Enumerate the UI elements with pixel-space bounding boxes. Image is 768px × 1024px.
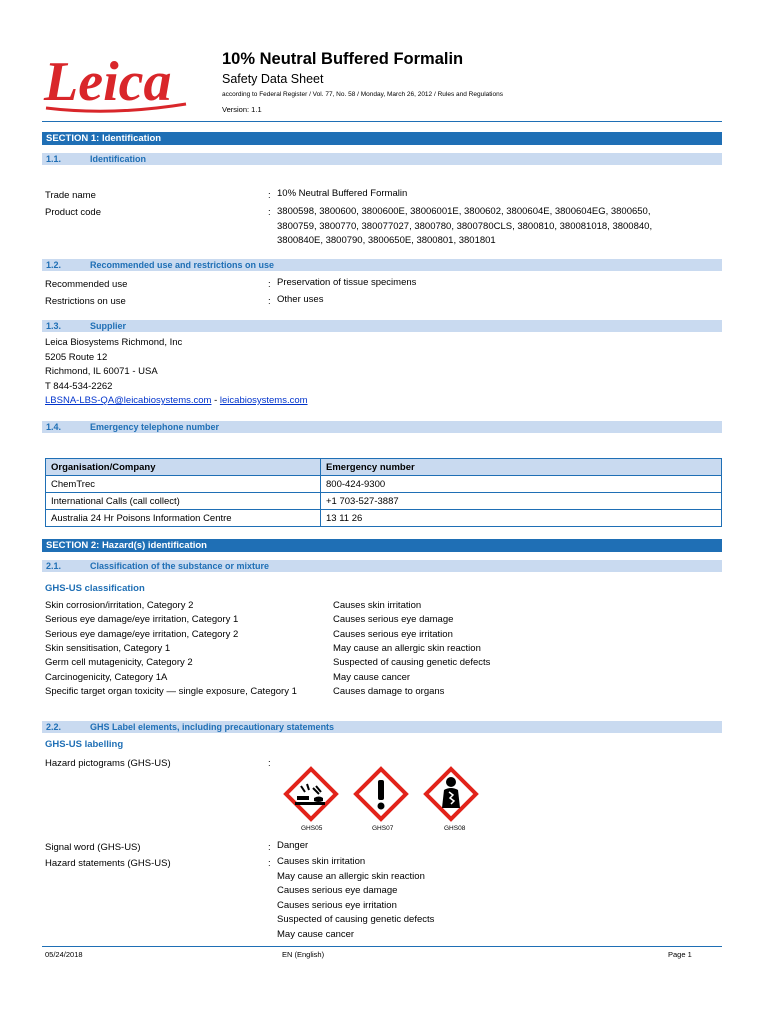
document-subtitle: Safety Data Sheet bbox=[222, 72, 324, 86]
subsection-number: 1.4. bbox=[46, 422, 62, 432]
ghs08-health-hazard-pictogram-icon bbox=[423, 766, 479, 822]
colon: : bbox=[268, 758, 271, 769]
classification-statement: May cause an allergic skin reaction bbox=[333, 643, 481, 654]
colon: : bbox=[268, 190, 271, 201]
table-row bbox=[46, 493, 722, 510]
classification-category: Serious eye damage/eye irritation, Category 1 bbox=[45, 614, 239, 625]
supplier-phone: T 844-534-2262 bbox=[45, 380, 113, 392]
subsection-1-2 bbox=[42, 259, 722, 271]
hazard-statement: May cause an allergic skin reaction bbox=[277, 870, 425, 882]
supplier-city: Richmond, IL 60071 - USA bbox=[45, 366, 158, 377]
trade-name-value: 10% Neutral Buffered Formalin bbox=[277, 188, 408, 199]
pictogram-code: GHS05 bbox=[301, 825, 323, 832]
trade-name-label: Trade name bbox=[45, 190, 96, 201]
recommended-use-label: Recommended use bbox=[45, 279, 128, 290]
footer-divider bbox=[42, 946, 722, 947]
product-code-line: 3800598, 3800600, 3800600E, 38006001E, 3800602, 3800604E, 3800604EG, 3800650, bbox=[277, 206, 651, 217]
classification-category: Specific target organ toxicity — single exposure, Category 1 bbox=[45, 686, 297, 697]
product-code-line: 3800759, 3800770, 380077027, 3800780, 3800780CLS, 3800810, 380081018, 3800840, bbox=[277, 220, 653, 232]
subsection-title: Emergency telephone number bbox=[90, 422, 220, 432]
restrictions-value: Other uses bbox=[277, 294, 324, 305]
hazard-statements-list bbox=[277, 855, 434, 942]
emergency-number-cell: 13 11 26 bbox=[321, 510, 722, 527]
footer-date: 05/24/2018 bbox=[45, 950, 83, 959]
leica-logo bbox=[42, 50, 190, 114]
table-row bbox=[46, 476, 722, 493]
subsection-title: Classification of the substance or mixture bbox=[90, 561, 270, 571]
ghs05-corrosion-pictogram-icon bbox=[283, 766, 339, 822]
logo-text: Leica bbox=[44, 51, 172, 113]
column-header: Emergency number bbox=[321, 459, 722, 476]
hazard-statement: Causes serious eye irritation bbox=[277, 899, 397, 911]
subsection-2-1 bbox=[42, 560, 722, 572]
colon: : bbox=[268, 279, 271, 290]
classification-category: Germ cell mutagenicity, Category 2 bbox=[45, 657, 193, 668]
supplier-website-link[interactable]: leicabiosystems.com bbox=[219, 395, 308, 406]
classification-statement: Causes skin irritation bbox=[333, 600, 422, 611]
subsection-number: 1.1. bbox=[46, 154, 62, 164]
pictogram-code: GHS07 bbox=[372, 825, 394, 832]
hazard-pictograms-label: Hazard pictograms (GHS-US) bbox=[45, 758, 171, 769]
column-header: Organisation/Company bbox=[46, 459, 321, 476]
subsection-number: 1.2. bbox=[46, 260, 62, 270]
supplier-name: Leica Biosystems Richmond, Inc bbox=[45, 337, 183, 348]
signal-word-value: Danger bbox=[277, 840, 309, 851]
supplier-email-link[interactable]: LBSNA-LBS-QA@leicabiosystems.com bbox=[45, 395, 212, 406]
table-header-row bbox=[46, 459, 722, 476]
subsection-number: 2.2. bbox=[46, 722, 62, 732]
signal-word-label: Signal word (GHS-US) bbox=[45, 842, 141, 853]
subsection-1-1 bbox=[42, 153, 722, 165]
colon: : bbox=[268, 858, 271, 869]
ghs-classification-heading: GHS-US classification bbox=[45, 583, 145, 594]
section-1-header: SECTION 1: Identification bbox=[42, 132, 722, 145]
colon: : bbox=[268, 296, 271, 307]
subsection-number: 2.1. bbox=[46, 561, 62, 571]
colon: : bbox=[268, 207, 271, 218]
classification-statement: Suspected of causing genetic defects bbox=[333, 657, 491, 668]
subsection-title: Supplier bbox=[90, 321, 127, 331]
product-code-label: Product code bbox=[45, 207, 101, 218]
supplier-address bbox=[45, 336, 308, 409]
header-divider bbox=[42, 121, 722, 122]
emergency-number-cell: +1 703-527-3887 bbox=[321, 493, 722, 510]
subsection-1-4 bbox=[42, 421, 722, 433]
footer-page-number: Page 1 bbox=[668, 950, 692, 959]
classification-category: Serious eye damage/eye irritation, Category 2 bbox=[45, 629, 239, 640]
subsection-title: Recommended use and restrictions on use bbox=[90, 260, 275, 270]
organisation-cell: International Calls (call collect) bbox=[46, 493, 321, 510]
hazard-statement: Causes serious eye damage bbox=[277, 885, 398, 896]
classification-statement: May cause cancer bbox=[333, 672, 411, 683]
footer-language: EN (English) bbox=[282, 950, 325, 959]
link-separator: - bbox=[211, 395, 220, 406]
ghs-labelling-heading: GHS-US labelling bbox=[45, 739, 124, 750]
table-row bbox=[46, 510, 722, 527]
classification-category: Carcinogenicity, Category 1A bbox=[45, 672, 168, 683]
classification-category: Skin corrosion/irritation, Category 2 bbox=[45, 600, 194, 611]
subsection-number: 1.3. bbox=[46, 321, 62, 331]
colon: : bbox=[268, 842, 271, 853]
hazard-statement: May cause cancer bbox=[277, 928, 355, 940]
hazard-statement: Suspected of causing genetic defects bbox=[277, 914, 435, 925]
classification-statement: Causes damage to organs bbox=[333, 686, 445, 697]
restrictions-label: Restrictions on use bbox=[45, 296, 126, 307]
recommended-use-value: Preservation of tissue specimens bbox=[277, 277, 417, 288]
subsection-title: Identification bbox=[90, 154, 146, 164]
classification-category: Skin sensitisation, Category 1 bbox=[45, 643, 171, 654]
document-title: 10% Neutral Buffered Formalin bbox=[222, 50, 464, 68]
hazard-statement: Causes skin irritation bbox=[277, 856, 366, 867]
organisation-cell: Australia 24 Hr Poisons Information Centre bbox=[46, 510, 321, 527]
emergency-contacts-table bbox=[45, 458, 722, 527]
organisation-cell: ChemTrec bbox=[46, 476, 321, 493]
emergency-number-cell: 800-424-9300 bbox=[321, 476, 722, 493]
regulation-reference: according to Federal Register / Vol. 77, No. 58 / Monday, March 26, 2012 / Rules and Regulations bbox=[222, 91, 503, 98]
supplier-street: 5205 Route 12 bbox=[45, 351, 108, 363]
hazard-statements-label: Hazard statements (GHS-US) bbox=[45, 858, 171, 869]
document-version: Version: 1.1 bbox=[222, 105, 262, 114]
subsection-2-2 bbox=[42, 721, 722, 733]
pictogram-code: GHS08 bbox=[444, 825, 466, 832]
ghs07-exclamation-pictogram-icon bbox=[353, 766, 409, 822]
subsection-title: GHS Label elements, including precautionary statements bbox=[90, 722, 335, 732]
product-code-value bbox=[277, 205, 652, 249]
classification-statement: Causes serious eye damage bbox=[333, 614, 454, 625]
subsection-1-3 bbox=[42, 320, 722, 332]
classification-statement: Causes serious eye irritation bbox=[333, 629, 453, 640]
product-code-line: 3800840E, 3800790, 3800650E, 3800801, 3801801 bbox=[277, 235, 496, 246]
section-2-header: SECTION 2: Hazard(s) identification bbox=[42, 539, 722, 552]
